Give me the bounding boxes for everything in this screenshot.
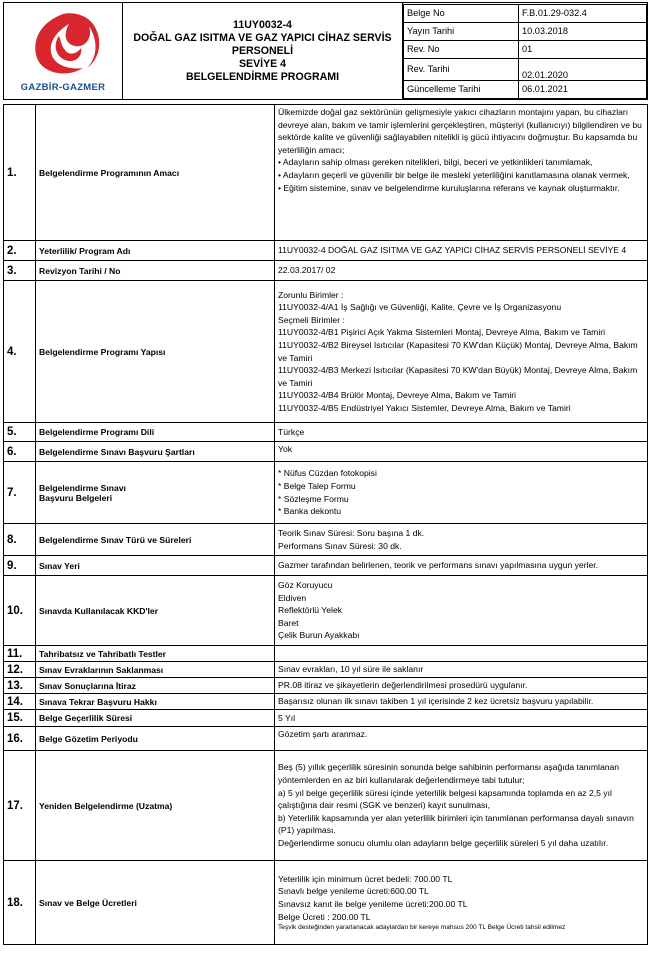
value-line: 11UY0032-4/B1 Pişirici Açık Yakma Sistemleri Montaj, Devreye Alma, Bakım ve Tamiri (278, 327, 605, 338)
value-line: 11UY0032-4/B3 Merkezi Isıtıcılar (Kapasitesi 70 KW'dan Büyük) Montaj, Devreye Alma, Bakım ve Tamiri (278, 365, 638, 388)
document-title (123, 3, 403, 100)
title-line: BELGELENDİRME PROGRAMI (185, 70, 340, 83)
row-number: 2. (4, 241, 36, 261)
value-line: PR.08 itiraz ve şikayetlerin değerlendirilmesi prosedürü uygulanır. (278, 680, 528, 691)
meta-value: 02.01.2020 (519, 58, 647, 80)
row-label: Belgelendirme Sınavı Başvuru Belgeleri (36, 462, 275, 524)
value-line: * Nüfus Cüzdan fotokopisi (278, 468, 377, 479)
row-value (275, 524, 648, 556)
value-line: Teorik Sınav Süresi: Soru başına 1 dk. (278, 527, 425, 538)
table-row (4, 281, 648, 423)
row-label: Sınav Evraklarının Saklanması (36, 662, 275, 678)
row-value (275, 694, 648, 710)
document-header (3, 2, 648, 100)
row-value (275, 462, 648, 524)
program-table (3, 104, 648, 945)
row-number: 3. (4, 261, 36, 281)
row-label: Sınav Yeri (36, 556, 275, 576)
table-row (4, 556, 648, 576)
row-label: Belge Gözetim Periyodu (36, 727, 275, 751)
table-row (4, 678, 648, 694)
table-row (4, 751, 648, 861)
table-row (4, 662, 648, 678)
meta-value: 06.01.2021 (519, 80, 647, 98)
table-row (4, 727, 648, 751)
gazbir-flame-logo-icon (23, 10, 103, 80)
value-line: Sınav evrakları, 10 yıl süre ile saklanır (278, 664, 424, 675)
document-meta (403, 3, 648, 100)
row-label: Belgelendirme Programı Yapısı (36, 281, 275, 423)
row-number: 12. (4, 662, 36, 678)
row-label: Belgelendirme Programı Dili (36, 423, 275, 442)
row-value (275, 727, 648, 751)
value-line: • Adayların geçerli ve güvenilir bir belge ile mesleki yeterliliğini kanıtlamasına olanak vermek, (278, 169, 630, 180)
value-line: Performans Sınav Süresi: 30 dk. (278, 540, 402, 551)
value-line: b) Yeterlilik kapsamında yer alan yeterlilik birimleri için tanımlanan performansa dayalı sınavın (P1) yapılması. (278, 812, 634, 836)
title-line: DOĞAL GAZ ISITMA VE GAZ YAPICI CİHAZ SERVİS (133, 31, 392, 44)
row-value (275, 261, 648, 281)
value-line: Eldiven (278, 592, 307, 603)
row-number: 15. (4, 710, 36, 727)
meta-label: Rev. Tarihi (404, 58, 519, 80)
value-line: Sınavlı belge yenileme ücreti:600.00 TL (278, 886, 429, 897)
row-label: Belgelendirme Sınavı Başvuru Şartları (36, 442, 275, 462)
value-line: Seçmeli Birimler : (278, 314, 345, 325)
table-row (4, 694, 648, 710)
row-number: 14. (4, 694, 36, 710)
table-row (4, 105, 648, 241)
row-number: 6. (4, 442, 36, 462)
row-label: Sınav Sonuçlarına İtiraz (36, 678, 275, 694)
meta-label: Güncelleme Tarihi (404, 80, 519, 98)
value-line: 11UY0032-4/A1 İş Sağlığı ve Güvenliği, Kalite, Çevre ve İş Organizasyonu (278, 302, 562, 313)
fee-note: Teşvik desteğinden yararlanacak adaylardan bir kereye mahsus 200 TL Belge Ücreti tahsil edilmez (278, 924, 566, 932)
logo-cell (4, 3, 123, 100)
table-row (4, 462, 648, 524)
value-line: Yok (278, 444, 293, 454)
row-number: 4. (4, 281, 36, 423)
value-line: * Banka dekontu (278, 506, 342, 517)
meta-label: Belge No (404, 4, 519, 22)
value-line: Değerlendirme sonucu olumlu olan adayların belge geçerlilik süreleri 5 yıl daha uzatılır. (278, 837, 609, 848)
row-value (275, 241, 648, 261)
row-number: 9. (4, 556, 36, 576)
row-value (275, 423, 648, 442)
row-label: Tahribatsız ve Tahribatlı Testler (36, 646, 275, 662)
value-line: 11UY0032-4 DOĞAL GAZ ISITMA VE GAZ YAPICI CİHAZ SERVİS PERSONELİ SEVİYE 4 (278, 245, 627, 256)
value-line: 22.03.2017/ 02 (278, 265, 336, 276)
row-value (275, 576, 648, 646)
row-number: 11. (4, 646, 36, 662)
meta-label: Yayın Tarihi (404, 22, 519, 40)
row-label: Revizyon Tarihi / No (36, 261, 275, 281)
document-page (3, 2, 648, 945)
table-row (4, 423, 648, 442)
row-number: 16. (4, 727, 36, 751)
value-line: * Belge Talep Formu (278, 480, 356, 491)
row-value (275, 105, 648, 241)
row-number: 10. (4, 576, 36, 646)
row-value (275, 646, 648, 662)
value-line: Çelik Burun Ayakkabı (278, 630, 360, 641)
table-row (4, 861, 648, 945)
row-label: Sınav ve Belge Ücretleri (36, 861, 275, 945)
value-line: 11UY0032-4/B2 Bireysel Isıtıcılar (Kapasitesi 70 KW'dan Küçük) Montaj, Devreye Alma, Bakım ve Tamiri (278, 339, 638, 363)
row-value (275, 442, 648, 462)
row-label: Sınavda Kullanılacak KKD'ler (36, 576, 275, 646)
meta-value: 01 (519, 40, 647, 58)
row-number: 7. (4, 462, 36, 524)
value-line: Belge Ücreti : 200.00 TL (278, 911, 371, 922)
row-number: 8. (4, 524, 36, 556)
value-line: Başarısız olunan ilk sınavı takiben 1 yıl içerisinde 2 kez ücretsiz başvuru yapılabilir. (278, 696, 594, 707)
meta-value: 10.03.2018 (519, 22, 647, 40)
value-line: Baret (278, 617, 299, 628)
value-line: 5 Yıl (278, 712, 296, 723)
row-number: 5. (4, 423, 36, 442)
row-value (275, 710, 648, 727)
table-row (4, 710, 648, 727)
value-line: Gazmer tarafından belirlenen, teorik ve performans sınavı yapılmasına uygun yerler. (278, 560, 599, 571)
value-line: Ülkemizde doğal gaz sektörünün gelişmesiyle yakıcı cihazların montajını yapan, bu cihazları devreye alan, bakım ve tamir işlemlerini gerçekleştiren, müşteriyi (kullanıcıyı) bilgilendiren ve bu sektörde kalite ve güvenliği sağlayabilen nitelikli iş gücü ihtiyacını doğmuştur. Bu kapsamda bu yeterliliğin amacı; (278, 107, 642, 155)
value-line: Türkçe (278, 426, 305, 437)
value-line: Sınavsız kanıt ile belge yenileme ücreti:200.00 TL (278, 899, 468, 909)
table-row (4, 646, 648, 662)
value-line: • Adayların sahip olması gereken nitelikleri, bilgi, beceri ve yetkinlikleri tanımlamak, (278, 157, 593, 168)
value-line: * Sözleşme Formu (278, 493, 349, 504)
value-line: Reflektörlü Yelek (278, 605, 343, 616)
table-row (4, 261, 648, 281)
table-row (4, 524, 648, 556)
table-row (4, 241, 648, 261)
value-line: Yeterlilik için minimum ücret bedeli: 700.00 TL (278, 873, 453, 884)
value-line: Zorunlu Birimler : (278, 289, 344, 300)
row-label: Yeterlilik/ Program Adı (36, 241, 275, 261)
row-value (275, 751, 648, 861)
value-line: • Eğitim sistemine, sınav ve belgelendirme kuruluşlarına referans ve kaynak oluşturmaktır. (278, 182, 620, 193)
row-number: 17. (4, 751, 36, 861)
row-value (275, 281, 648, 423)
row-number: 13. (4, 678, 36, 694)
table-row (4, 576, 648, 646)
value-line: a) 5 yıl belge geçerlilik süresi içinde yeterlilik belgesi kapsamında toplamda en az 2,5 yıl çalıştığına dair resmi (SGK ve benzeri) kayıt sunulması, (278, 787, 612, 811)
value-line: 11UY0032-4/B5 Endüstriyel Yakıcı Sistemler, Devreye Alma, Bakım ve Tamiri (278, 402, 571, 413)
meta-label: Rev. No (404, 40, 519, 58)
row-label: Yeniden Belgelendirme (Uzatma) (36, 751, 275, 861)
meta-value: F.B.01.29-032.4 (519, 4, 647, 22)
row-label: Belgelendirme Programının Amacı (36, 105, 275, 241)
table-row (4, 442, 648, 462)
row-label: Belgelendirme Sınav Türü ve Süreleri (36, 524, 275, 556)
row-value (275, 678, 648, 694)
row-label: Belge Geçerlilik Süresi (36, 710, 275, 727)
title-line: SEVİYE 4 (238, 57, 287, 70)
title-line: 11UY0032-4 (233, 18, 292, 31)
title-line: PERSONELİ (231, 44, 294, 57)
value-line: Göz Koruyucu (278, 580, 333, 591)
value-line: 11UY0032-4/B4 Brülör Montaj, Devreye Alma, Bakım ve Tamiri (278, 390, 517, 401)
value-line: Beş (5) yıllık geçerlilik süresinin sonunda belge sahibinin performansı aşağıda tanımlanan yöntemlerden en az biri kullanılarak değerlendirmeye tabi tutulur; (278, 762, 620, 786)
row-value (275, 861, 648, 945)
value-line: Gözetim şartı aranmaz. (278, 729, 368, 739)
row-number: 1. (4, 105, 36, 241)
logo-text: GAZBİR-GAZMER (20, 81, 106, 93)
row-number: 18. (4, 861, 36, 945)
row-label: Sınava Tekrar Başvuru Hakkı (36, 694, 275, 710)
row-value (275, 556, 648, 576)
row-value (275, 662, 648, 678)
